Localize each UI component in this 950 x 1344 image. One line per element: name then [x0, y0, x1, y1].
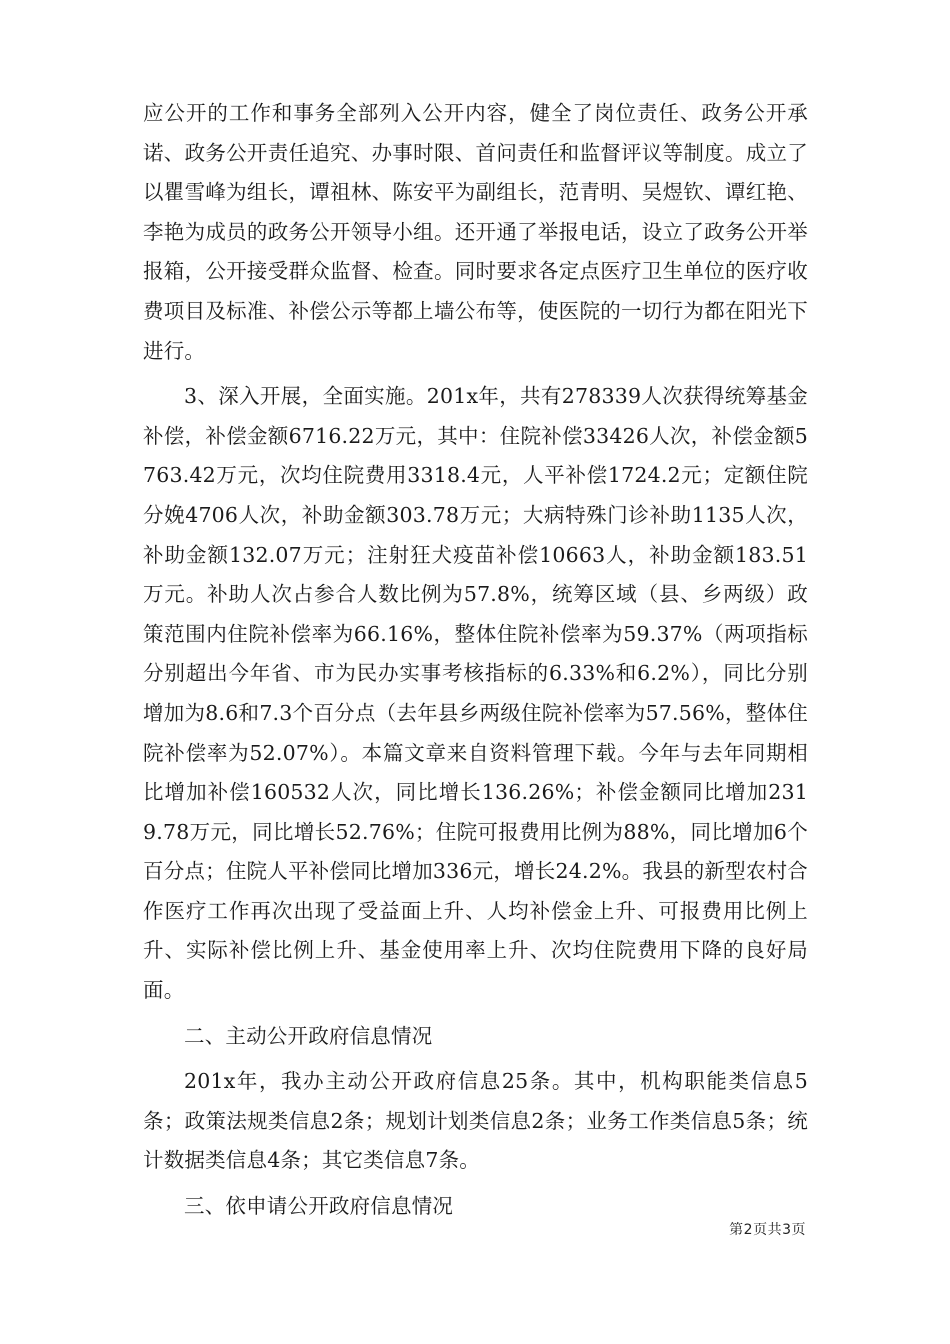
section-heading-proactive-disclosure: 二、主动公开政府信息情况: [184, 1023, 433, 1048]
page-number: 第2页共3页: [729, 1222, 806, 1238]
document-body: [143, 94, 808, 1227]
paragraph-disclosure-system: 应公开的工作和事务全部列入公开内容，健全了岗位责任、政务公开承诺、政务公开责任追究、办事时限、首问责任和监督评议等制度。成立了以瞿雪峰为组长，谭祖林、陈安平为副组长，范青明、吴煜钦、谭红艳、李艳为成员的政务公开领导小组。还开通了举报电话，设立了政务公开举报箱，公开接受群众监督、检查。同时要求各定点医疗卫生单位的医疗收费项目及标准、补偿公示等都上墙公布等，使医院的一切行为都在阳光下进行。: [143, 101, 808, 363]
paragraph-proactive-disclosure: 201x年，我办主动公开政府信息25条。其中，机构职能类信息5条；政策法规类信息2条；规划计划类信息2条；业务工作类信息5条；统计数据类信息4条；其它类信息7条。: [143, 1069, 808, 1173]
paragraph-implementation-stats: 3、深入开展，全面实施。201x年，共有278339人次获得统筹基金补偿，补偿金额6716.22万元，其中：住院补偿33426人次，补偿金额5763.42万元，次均住院费用3318.4元，人平补偿1724.2元；定额住院分娩4706人次，补助金额303.78万元；大病特殊门诊补助1135人次，补助金额132.07万元；注射狂犬疫苗补偿10663人，补助金额183.51万元。补助人次占参合人数比例为57.8%，统筹区域（县、乡两级）政策范围内住院补偿率为66.16%，整体住院补偿率为59.37%（两项指标分别超出今年省、市为民办实事考核指标的6.33%和6.2%），同比分别增加为8.6和7.3个百分点（去年县乡两级住院补偿率为57.56%，整体住院补偿率为52.07%）。本篇文章来自资料管理下载。今年与去年同期相比增加补偿160532人次，同比增长136.26%；补偿金额同比增加2319.78万元，同比增长52.76%；住院可报费用比例为88%，同比增加6个百分点；住院人平补偿同比增加336元，增长24.2%。我县的新型农村合作医疗工作再次出现了受益面上升、人均补偿金上升、可报费用比例上升、实际补偿比例上升、基金使用率上升、次均住院费用下降的良好局面。: [143, 384, 808, 1003]
section-heading-request-disclosure: 三、依申请公开政府信息情况: [184, 1194, 454, 1219]
